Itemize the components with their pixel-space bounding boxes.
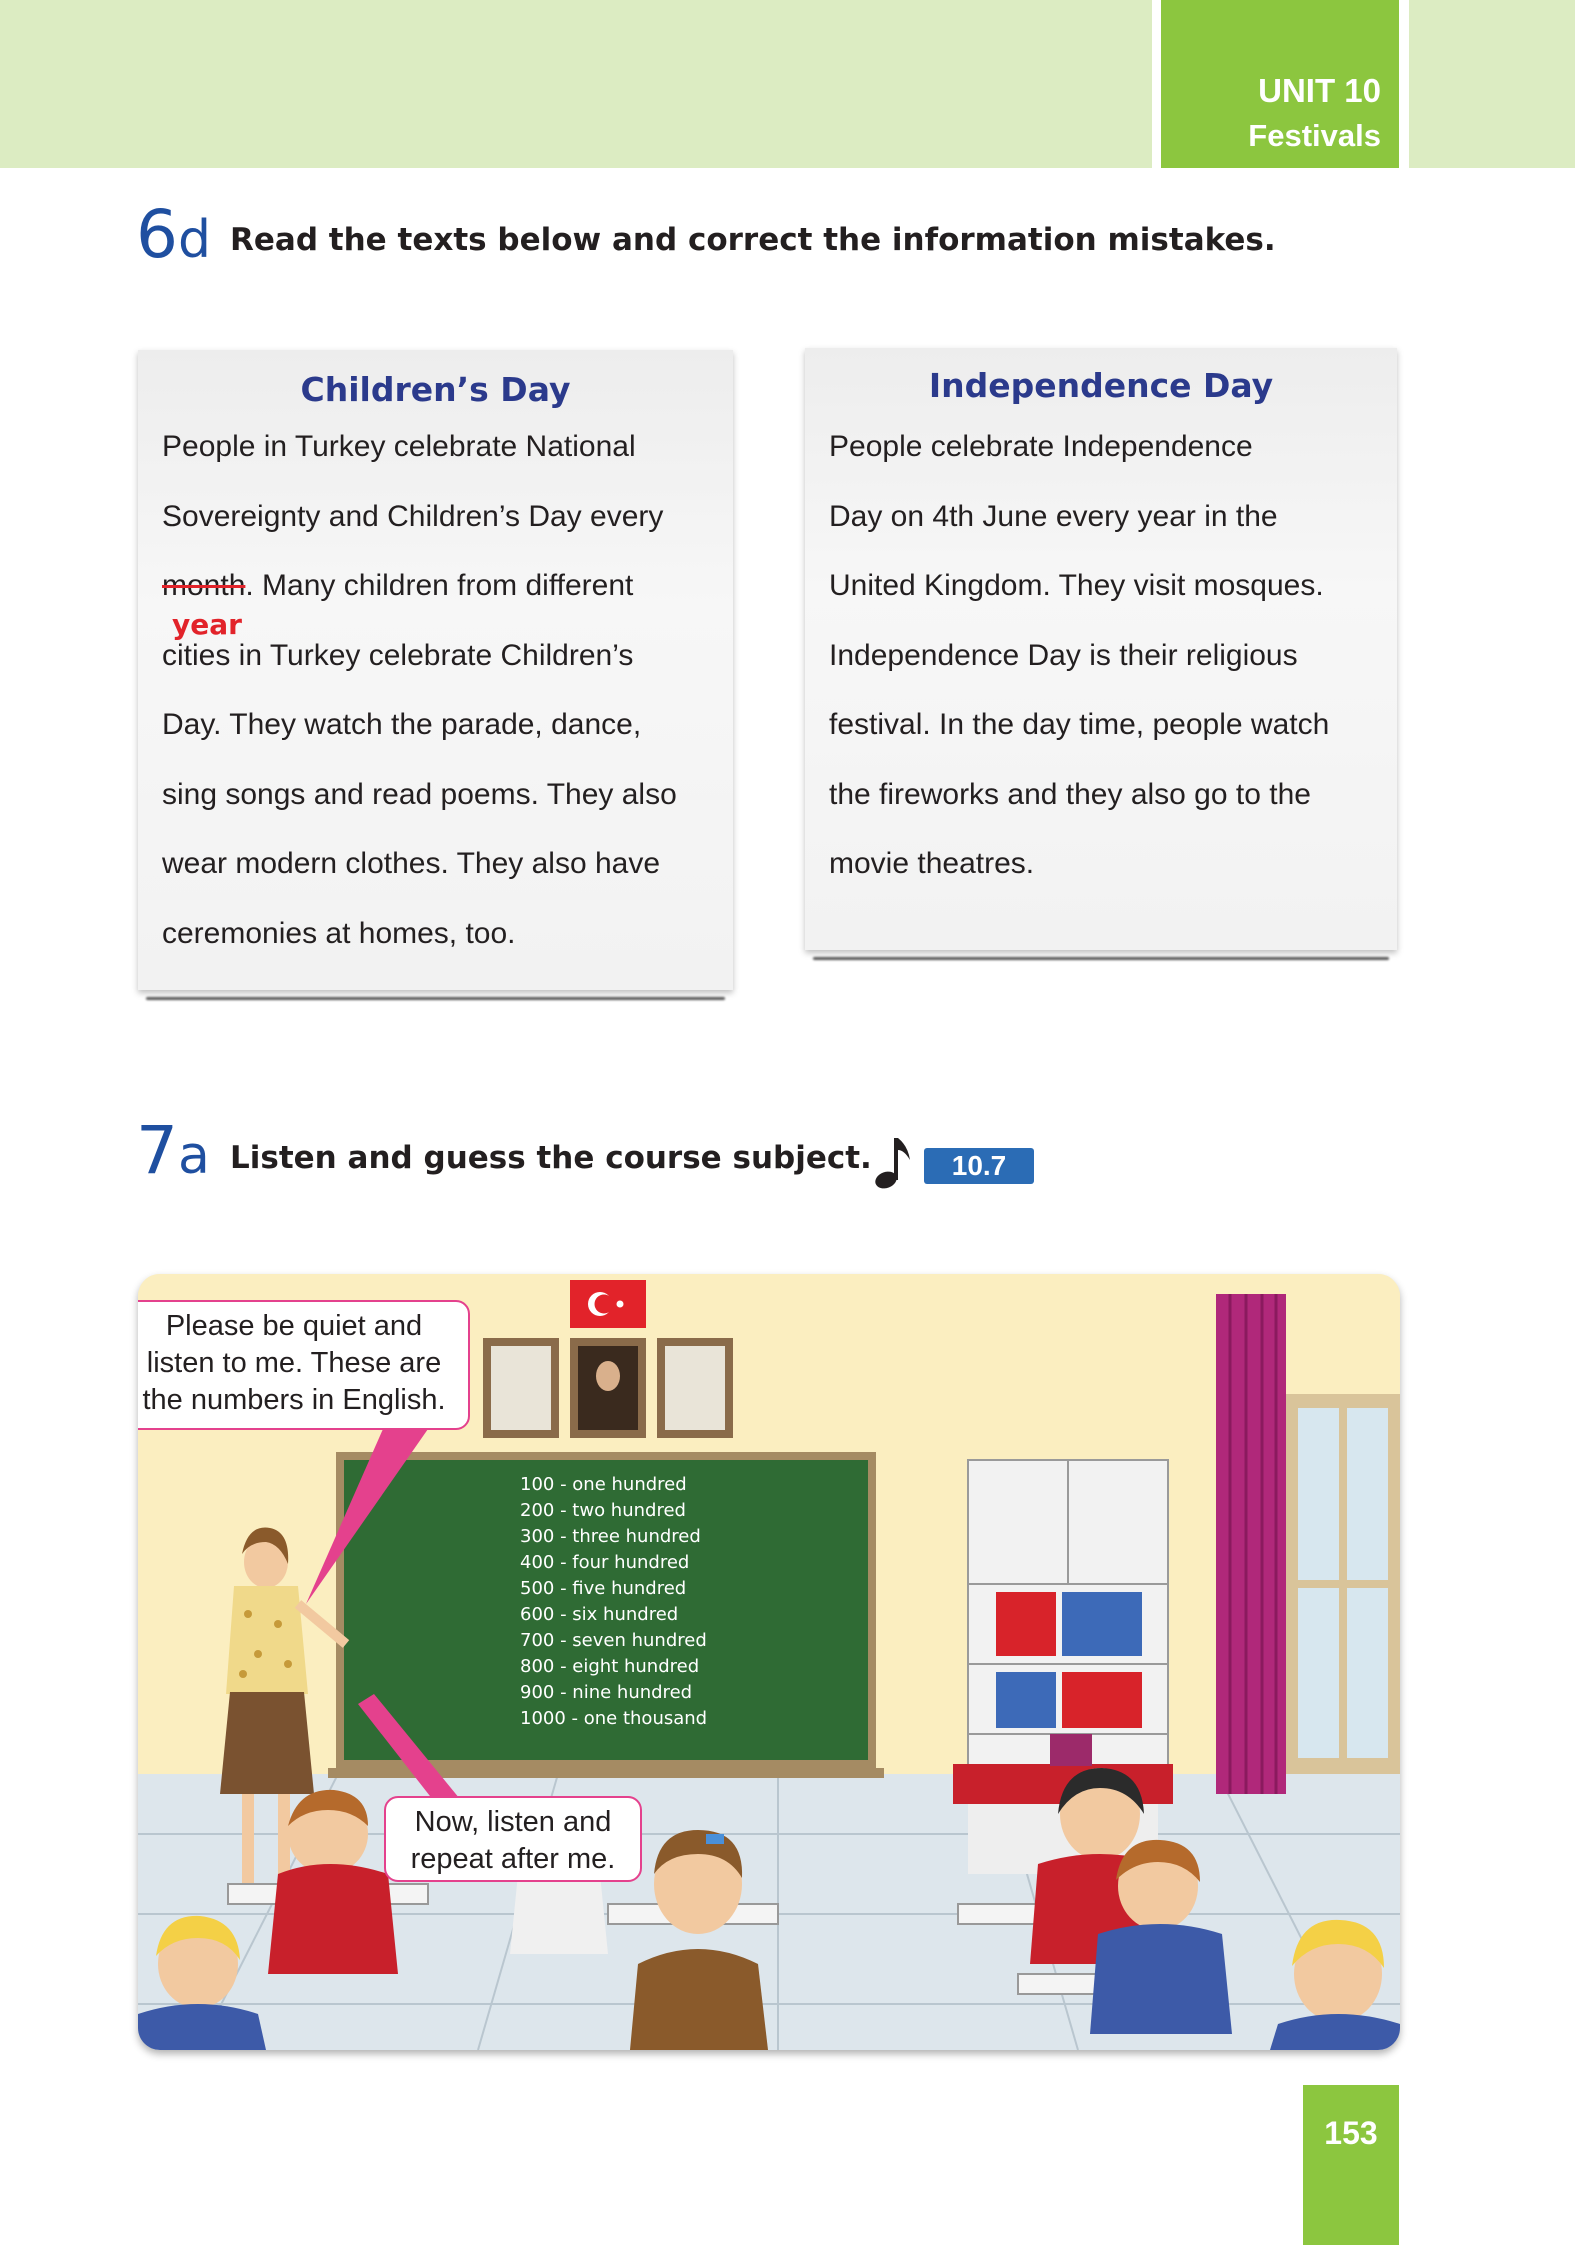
independence-day-title: Independence Day bbox=[928, 366, 1274, 405]
music-note-icon[interactable] bbox=[872, 1132, 912, 1190]
header-band bbox=[0, 0, 1152, 168]
text-line: People in Turkey celebrate National bbox=[162, 430, 636, 463]
text-line: Independence Day is their religious bbox=[829, 639, 1298, 672]
board-line: 900 - nine hundred bbox=[520, 1682, 693, 1703]
board-line: 200 - two hundred bbox=[520, 1500, 686, 1521]
board-line: 100 - one hundred bbox=[520, 1474, 687, 1495]
exercise-6d-instruction: Read the texts below and correct the information mistakes. bbox=[230, 222, 1276, 258]
classroom-illustration bbox=[138, 1274, 1400, 2050]
text-line: sing songs and read poems. They also bbox=[162, 778, 677, 811]
text-line: festival. In the day time, people watch bbox=[829, 708, 1330, 741]
audio-track-badge[interactable]: 10.7 bbox=[924, 1148, 1034, 1184]
childrens-day-card bbox=[138, 350, 733, 990]
exercise-7a-number: 7a bbox=[136, 1112, 210, 1189]
board-line: 1000 - one thousand bbox=[520, 1708, 708, 1729]
childrens-day-title: Children’s Day bbox=[300, 370, 571, 409]
text-line: ceremonies at homes, too. bbox=[162, 917, 516, 950]
independence-day-card bbox=[805, 348, 1397, 950]
text-line: People celebrate Independence bbox=[829, 430, 1253, 463]
page-number: 153 bbox=[1324, 2115, 1378, 2151]
board-line: 600 - six hundred bbox=[520, 1604, 679, 1625]
text-line: the fireworks and they also go to the bbox=[829, 778, 1311, 811]
text-line: United Kingdom. They visit mosques. bbox=[829, 569, 1324, 602]
teacher-speech-bubble: Please be quiet and listen to me. These are the numbers in English. bbox=[138, 1300, 470, 1430]
text-line: Day on 4th June every year in the bbox=[829, 500, 1278, 533]
text-line: cities in Turkey celebrate Children’s bbox=[162, 639, 634, 672]
exercise-6d-number: 6d bbox=[136, 196, 212, 273]
board-line: 700 - seven hundred bbox=[520, 1630, 707, 1651]
repeat-speech-bubble: Now, listen and repeat after me. bbox=[384, 1796, 642, 1882]
exercise-7a-instruction: Listen and guess the course subject. bbox=[230, 1140, 872, 1176]
struck-word: month bbox=[162, 569, 246, 602]
board-line: 400 - four hundred bbox=[520, 1552, 690, 1573]
text-line: Sovereignty and Children’s Day every bbox=[162, 500, 664, 533]
board-line: 800 - eight hundred bbox=[520, 1656, 700, 1677]
text-line: wear modern clothes. They also have bbox=[162, 847, 661, 880]
correction-word: year bbox=[172, 608, 242, 641]
text-line: month. Many children from different bbox=[162, 569, 634, 602]
board-line: 500 - five hundred bbox=[520, 1578, 687, 1599]
unit-topic: Festivals bbox=[1248, 118, 1381, 153]
text-line: movie theatres. bbox=[829, 847, 1035, 880]
unit-label: UNIT 10 bbox=[1258, 72, 1381, 109]
text-line: Day. They watch the parade, dance, bbox=[162, 708, 642, 741]
board-line: 300 - three hundred bbox=[520, 1526, 701, 1547]
page-number-tab bbox=[1303, 2085, 1399, 2245]
unit-tab bbox=[1161, 0, 1399, 168]
